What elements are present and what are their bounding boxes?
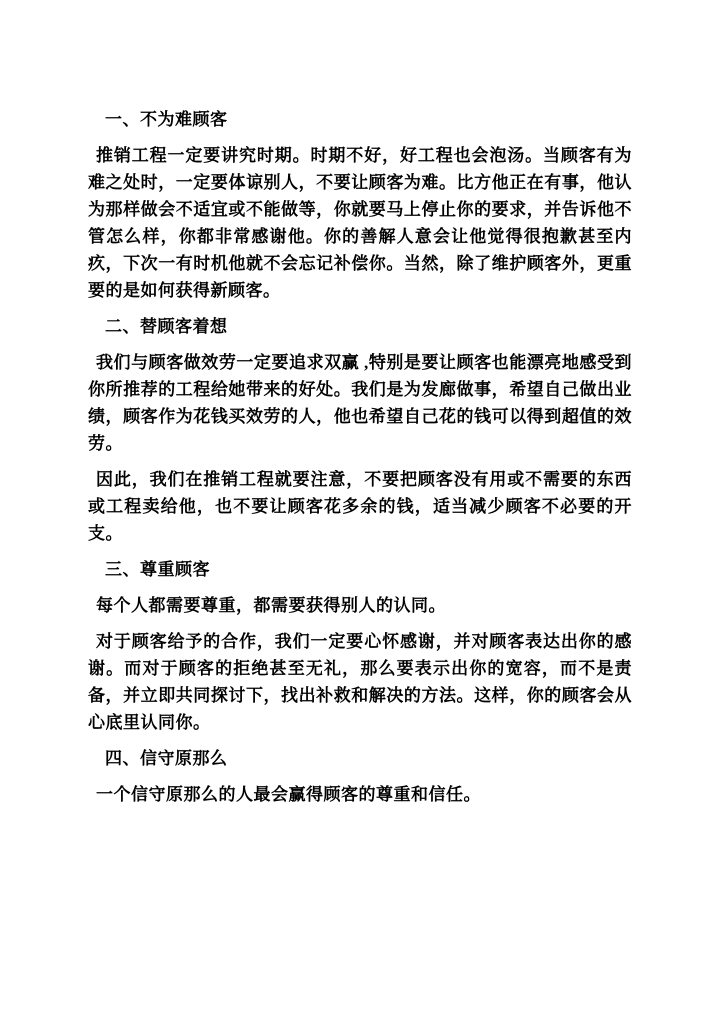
section-heading: 四、信守原那么 <box>105 749 228 768</box>
paragraph: 一个信守原那么的人最会赢得顾客的尊重和信任。 <box>96 785 481 804</box>
paragraph: 对于顾客给予的合作，我们一定要心怀感谢，并对顾客表达出你的感谢。而对于顾客的拒绝甚至无礼，那么要表示出你的宽容，而不是责备，并立即共同探讨下，找出补救和解决的方法。这样，你的顾客会从心底里认同你。 <box>88 632 632 732</box>
paragraph: 每个人都需要尊重，都需要获得别人的认同。 <box>96 596 446 615</box>
paragraph: 我们与顾客做效劳一定要追求双赢 ,特别是要让顾客也能漂亮地感受到你所推荐的工程给她带来的好处。我们是为发廊做事，希望自己做出业绩，顾客作为花钱买效劳的人，他也希望自己花的钱可以得到超值的效劳。 <box>88 353 632 453</box>
section-heading: 二、替顾客着想 <box>105 317 228 336</box>
paragraph: 推销工程一定要讲究时期。时期不好，好工程也会泡汤。当顾客有为难之处时，一定要体谅别人，不要让顾客为难。比方他正在有事，他认为那样做会不适宜或不能做等，你就要马上停止你的要求，并告诉他不管怎么样，你都非常感谢他。你的善解人意会让他觉得很抱歉甚至内疚，下次一有时机他就不会忘记补偿你。当然，除了维护顾客外，更重要的是如何获得新顾客。 <box>88 146 632 300</box>
section-heading: 三、尊重顾客 <box>105 560 210 579</box>
paragraph: 因此，我们在推销工程就要注意，不要把顾客没有用或不需要的东西或工程卖给他，也不要让顾客花多余的钱，适当减少顾客不必要的开支。 <box>88 470 632 543</box>
document-content <box>88 106 632 808</box>
section-heading: 一、不为难顾客 <box>105 110 228 129</box>
